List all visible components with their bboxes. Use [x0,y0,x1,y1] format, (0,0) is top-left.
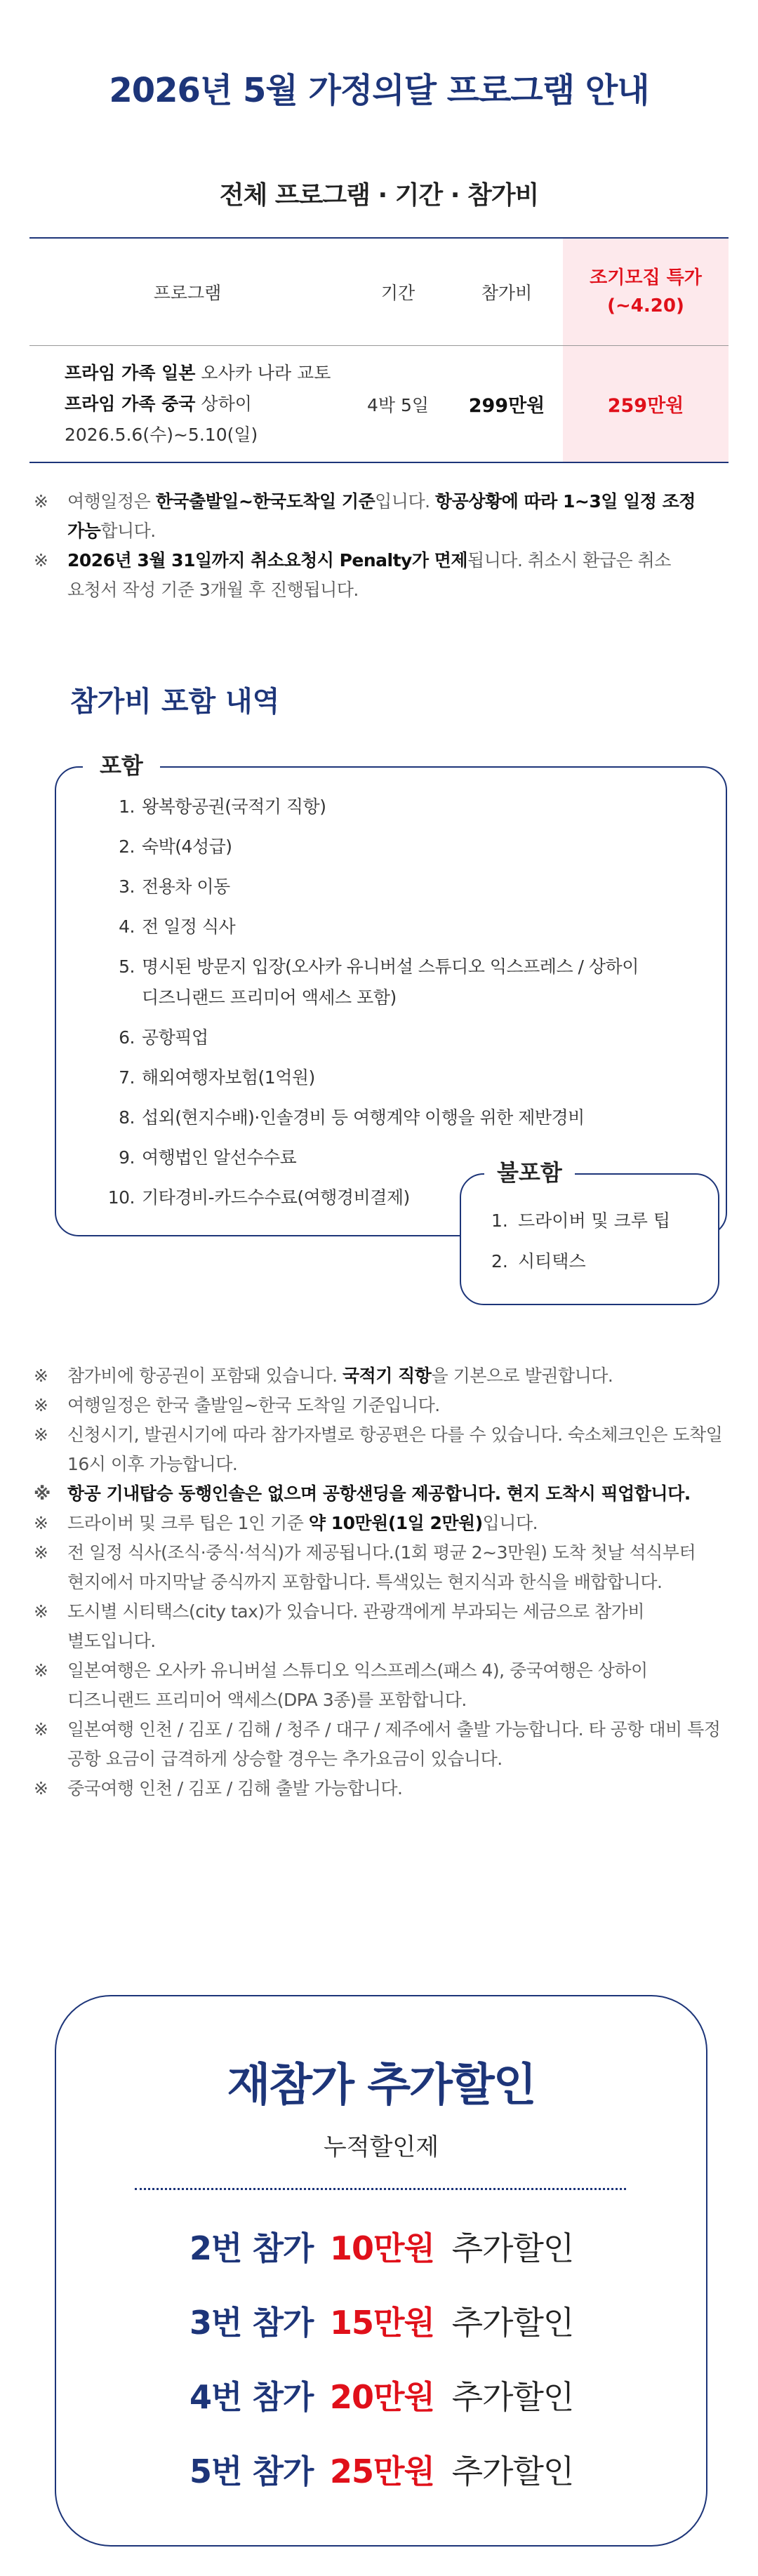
note-mark: ※ [34,550,48,570]
include-item-number: 7. [119,1067,135,1088]
discount-amount: 20만원 [330,2378,434,2416]
dotted-divider [135,2188,626,2190]
note-mark: ※ [34,1778,48,1798]
discount-amount: 15만원 [330,2304,434,2342]
program-cities-china: 상하이 [195,393,252,414]
note-text: 중국여행 인천 / 김포 / 김해 출발 가능합니다. [67,1778,403,1798]
note-mark: ※ [34,1513,48,1533]
note-text: 입니다. [482,1513,538,1533]
include-item-text: 공항픽업 [142,1027,208,1048]
include-item-text: 명시된 방문지 입장(오사카 유니버설 스튜디오 익스프레스 / 상하이 디즈니랜드 프리미어 액세스 포함) [142,956,639,1008]
note-emphasis: 항공 기내탑승 동행인솔은 없으며 공항샌딩을 제공합니다. 현지 도착시 픽업합니다. [67,1483,691,1504]
include-item-text: 숙박(4성급) [142,836,232,857]
program-cities-japan: 오사카 나라 교토 [195,362,331,383]
header-early-price: 조기모집 특가 (~4.20) [563,238,729,346]
include-item-number: 1. [119,796,135,817]
note-mark: ※ [34,1395,48,1415]
note-item [34,1391,725,1420]
program-table [29,237,729,463]
header-program: 프로그램 [29,238,345,346]
discount-suffix: 추가할인 [442,2229,574,2267]
note-mark: ※ [34,1483,51,1504]
note-text: 참가비에 항공권이 포함돼 있습니다. [67,1366,343,1386]
discount-row [190,2372,625,2446]
discount-row [190,2446,625,2521]
table-section-title: 전체 프로그램 · 기간 · 참가비 [219,181,539,210]
include-item-number: 10. [107,1187,135,1208]
price-cell: 299만원 [468,395,545,417]
include-item [104,792,700,822]
exclude-item-text: 드라이버 및 크루 팁 [518,1210,671,1231]
note-item [34,1774,725,1803]
note-text: 합니다. [100,521,156,541]
discount-suffix: 추가할인 [442,2452,574,2490]
note-item [34,1538,725,1597]
note-mark: ※ [34,1660,48,1681]
note-emphasis: 국적기 직항 [343,1366,432,1386]
note-mark: ※ [34,1366,48,1386]
include-item [104,1022,700,1053]
exclude-item-number: 1. [491,1210,508,1231]
duration-cell: 4박 5일 [366,394,430,415]
note-item [34,1479,725,1509]
include-item-number: 2. [119,836,135,857]
note-text: 입니다. [375,491,436,512]
note-text: 됩니다. 취소시 환급은 취소 요청서 작성 기준 3개월 후 진행됩니다. [67,550,671,600]
exclude-list [491,1206,670,1287]
include-item-text: 왕복항공권(국적기 직항) [142,796,326,817]
note-mark: ※ [34,1601,48,1622]
notes-top [34,487,725,605]
exclude-item [491,1206,670,1236]
note-mark: ※ [34,1719,48,1740]
include-item-number: 4. [119,916,135,937]
include-item-number: 3. [119,876,135,897]
program-name-japan: 프라임 가족 일본 [65,362,196,383]
include-item-text: 섭외(현지수배)·인솔경비 등 여행계약 이행을 위한 제반경비 [142,1107,585,1128]
note-text: 여행일정은 한국 출발일~한국 도착일 기준입니다. [67,1395,440,1415]
include-item-text: 해외여행자보험(1억원) [142,1067,315,1088]
include-item-number: 6. [119,1027,135,1048]
note-text: 도시별 시티택스(city tax)가 있습니다. 관광객에게 부과되는 세금으로 참가비 별도입니다. [67,1601,644,1651]
discount-subtitle: 누적할인제 [323,2133,439,2161]
program-cell [29,346,345,463]
note-item [34,1509,725,1538]
note-text: 드라이버 및 크루 팁은 1인 기준 [67,1513,309,1533]
exclude-item-number: 2. [491,1251,508,1272]
include-item [104,1182,479,1213]
note-item [34,1656,725,1715]
table-header-row [29,238,729,346]
program-dates: 2026.5.6(수)~5.10(일) [65,424,258,445]
note-item [34,1361,725,1391]
note-text: 신청시기, 발권시기에 따라 참가자별로 항공편은 다를 수 있습니다. 숙소체크인은 도착일 16시 이후 가능합니다. [67,1424,723,1474]
table-row [29,346,729,463]
include-item [104,872,700,902]
discount-title: 재참가 추가할인 [227,2060,536,2111]
include-item [104,1142,700,1173]
include-list [104,792,700,1222]
include-label: 포함 [83,748,160,780]
include-item-number: 9. [119,1147,135,1168]
note-item [34,1420,725,1479]
include-item [104,832,700,862]
discount-suffix: 추가할인 [442,2378,574,2416]
include-item-number: 5. [119,956,135,977]
note-text: 일본여행 인천 / 김포 / 김해 / 청주 / 대구 / 제주에서 출발 가능합니다. 타 공항 대비 특정 공항 요금이 급격하게 상승할 경우는 추가요금이 있습니다. [67,1719,721,1769]
note-mark: ※ [34,1542,48,1563]
page-title: 2026년 5월 가정의달 프로그램 안내 [109,71,649,110]
include-item [104,952,700,1013]
include-item-text: 여행법인 알선수수료 [142,1147,297,1168]
include-item [104,1102,700,1133]
header-price: 참가비 [451,238,563,346]
discount-count: 3번 참가 [190,2304,314,2342]
note-item [34,1597,725,1656]
program-name-china: 프라임 가족 중국 [65,393,196,414]
discount-row [190,2223,625,2297]
discount-row [190,2297,625,2372]
header-duration: 기간 [345,238,451,346]
section-heading: 참가비 포함 내역 [70,686,280,718]
note-emphasis: 한국출발일~한국도착일 기준 [155,491,375,512]
include-item-text: 전 일정 식사 [142,916,236,937]
early-price-cell: 259만원 [563,346,729,463]
exclude-label: 불포함 [484,1155,575,1187]
include-item [104,1062,700,1093]
note-item [34,1715,725,1774]
include-item-text: 기타경비-카드수수료(여행경비결제) [142,1187,410,1208]
discount-amount: 10만원 [330,2229,434,2267]
exclude-item [491,1246,670,1277]
discount-rows [190,2223,625,2521]
exclude-item-text: 시티택스 [518,1251,586,1272]
note-text: 을 기본으로 발권합니다. [431,1366,613,1386]
include-item-text: 전용차 이동 [142,876,230,897]
discount-amount: 25만원 [330,2452,434,2490]
note-mark: ※ [34,491,48,512]
note-item [34,487,725,546]
discount-count: 2번 참가 [190,2229,314,2267]
note-emphasis: 항공상황에 따라 1~3일 일정 조정 가능 [67,491,696,541]
note-emphasis: 약 10만원(1일 2만원) [308,1513,483,1533]
note-text: 일본여행은 오사카 유니버설 스튜디오 익스프레스(패스 4), 중국여행은 상하이 디즈니랜드 프리미어 액세스(DPA 3종)를 포함합니다. [67,1660,648,1710]
include-item-number: 8. [119,1107,135,1128]
include-item [104,912,700,942]
discount-count: 5번 참가 [190,2452,314,2490]
note-mark: ※ [34,1424,48,1445]
notes-bottom [34,1361,725,1803]
note-emphasis: 2026년 3월 31일까지 취소요청시 Penalty가 면제 [67,550,467,570]
discount-count: 4번 참가 [190,2378,314,2416]
note-text: 여행일정은 [67,491,156,512]
note-text: 전 일정 식사(조식·중식·석식)가 제공됩니다.(1회 평균 2~3만원) 도착 첫날 석식부터 현지에서 마지막날 중식까지 포함합니다. 특색있는 현지식과 한식을 배합합니다. [67,1542,696,1592]
note-item [34,546,725,605]
discount-suffix: 추가할인 [442,2304,574,2342]
